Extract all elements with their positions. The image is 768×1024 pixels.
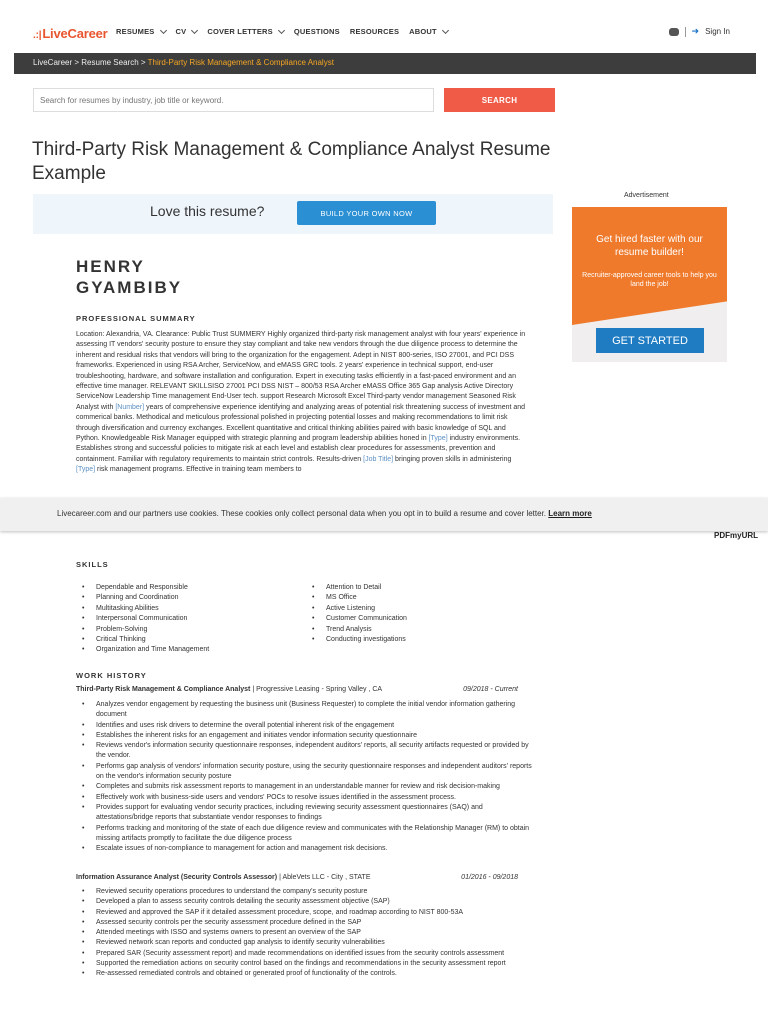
search-button[interactable]: SEARCH <box>444 88 555 112</box>
build-your-own-button[interactable]: BUILD YOUR OWN NOW <box>297 201 436 225</box>
menu-resources[interactable]: RESOURCES <box>349 27 400 36</box>
job-dates: 01/2016 - 09/2018 <box>461 874 518 881</box>
pdfmyurl-watermark: PDFmyURL <box>714 531 759 540</box>
list-item: • Provides support for evaluating vendor security practices, including reviewing security assessment questionnaires (SAQ) and attestations/bridge reports that substantiate vendor responses to findings <box>76 803 536 824</box>
job-title: Third-Party Risk Management & Compliance Analyst <box>76 686 251 693</box>
sign-in-icon: ➜ <box>691 26 700 36</box>
chevron-down-icon <box>191 26 198 33</box>
menu-questions[interactable]: QUESTIONS <box>293 27 340 36</box>
job-company: | Progressive Leasing - Spring Valley , CA <box>252 686 383 693</box>
list-item: • Attended meetings with ISSO and systems owners to present an overview of the SAP <box>76 928 536 938</box>
advertisement-label: Advertisement <box>624 192 669 199</box>
breadcrumb: LiveCareer > Resume Search > Third-Party Risk Management & Compliance Analyst <box>14 53 756 74</box>
breadcrumb-resume-search[interactable]: Resume Search <box>81 58 139 67</box>
love-resume-banner <box>33 194 553 234</box>
top-navigation <box>0 0 768 53</box>
cookie-text: Livecareer.com and our partners use cookies. These cookies only collect personal data when you opt in to build a resume and cover letter. <box>57 509 547 518</box>
list-item: • Customer Communication <box>306 614 407 624</box>
list-item: • Developed a plan to assess security controls detailing the security assessment objective (SAP) <box>76 897 536 907</box>
list-item: • Reviewed security operations procedures to understand the company's security posture <box>76 887 536 897</box>
ad-headline: Get hired faster with our resume builder! <box>596 234 703 258</box>
list-item: • Re-assessed remediated controls and obtained or generated proof of functionality of the controls. <box>76 969 536 979</box>
list-item: • Active Listening <box>306 604 407 614</box>
chat-icon[interactable] <box>669 28 679 36</box>
job-1-bullets <box>76 700 536 854</box>
list-item: • Planning and Coordination <box>76 593 306 603</box>
list-item: • MS Office <box>306 593 407 603</box>
job-dates: 09/2018 - Current <box>463 686 518 693</box>
summary-heading: PROFESSIONAL SUMMARY <box>76 314 196 323</box>
menu-about[interactable]: ABOUT <box>409 27 448 36</box>
list-item: • Conducting investigations <box>306 635 407 645</box>
menu-cv[interactable]: CV <box>176 27 198 36</box>
list-item: • Attention to Detail <box>306 583 407 593</box>
list-item: • Critical Thinking <box>76 635 306 645</box>
sign-in-link[interactable]: Sign In <box>705 27 730 36</box>
list-item: • Reviewed network scan reports and conducted gap analysis to identify security vulnerabilities <box>76 938 536 948</box>
get-started-button[interactable]: GET STARTED <box>596 328 704 353</box>
list-item: • Analyzes vendor engagement by requesting the business unit (Business Requester) to complete the initial vendor information gathering document <box>76 700 536 721</box>
skills-list <box>76 583 536 656</box>
list-item: • Trend Analysis <box>306 625 407 635</box>
love-resume-text: Love this resume? <box>150 203 265 219</box>
breadcrumb-livecareer[interactable]: LiveCareer <box>33 58 73 67</box>
main-menu <box>116 27 448 36</box>
learn-more-link[interactable]: Learn more <box>548 509 592 518</box>
list-item: • Reviewed and approved the SAP if it detailed assessment procedure, scope, and roadmap according to NIST 800-53A <box>76 908 536 918</box>
list-item: • Dependable and Responsible <box>76 583 306 593</box>
job-2-header <box>76 874 536 881</box>
cookie-banner <box>0 498 768 531</box>
chevron-down-icon <box>278 26 285 33</box>
livecareer-logo[interactable]: .:|LiveCareer <box>33 26 108 41</box>
job-title: Information Assurance Analyst (Security Controls Assessor) <box>76 874 278 881</box>
ad-subtext: Recruiter-approved career tools to help you land the job! <box>582 272 717 288</box>
menu-cover-letters[interactable]: COVER LETTERS <box>207 27 284 36</box>
menu-resumes[interactable]: RESUMES <box>116 27 166 36</box>
list-item: • Reviews vendor's information security questionnaire responses, independent auditors' reports, all security artifacts requested or provided by the vendor. <box>76 741 536 762</box>
resume-document <box>33 234 553 1024</box>
list-item: • Escalate issues of non-compliance to management for action and management risk decisions. <box>76 844 536 854</box>
chevron-down-icon <box>442 26 449 33</box>
job-company: | AbleVets LLC - City , STATE <box>279 874 371 881</box>
list-item: • Problem-Solving <box>76 625 306 635</box>
list-item: • Assessed security controls per the security assessment procedure defined in the SAP <box>76 918 536 928</box>
breadcrumb-current: Third-Party Risk Management & Compliance Analyst <box>147 58 334 67</box>
nav-right <box>669 26 730 37</box>
divider <box>685 27 686 37</box>
job-2-bullets <box>76 887 536 980</box>
list-item: • Supported the remediation actions on security control based on the findings and recommendations in the security assessment report <box>76 959 536 969</box>
list-item: • Effectively work with business-side users and vendors' POCs to resolve issues identified in the assessment process. <box>76 793 536 803</box>
skills-column-1 <box>76 583 306 656</box>
list-item: • Organization and Time Management <box>76 645 306 655</box>
job-1-header <box>76 686 536 693</box>
resume-name: HENRY GYAMBIBY <box>76 257 183 297</box>
search-input[interactable] <box>33 88 434 112</box>
list-item: • Establishes the inherent risks for an engagement and initiates vendor information security questionnaire <box>76 731 536 741</box>
list-item: • Performs gap analysis of vendors' information security posture, using the security questionnaire responses and independent auditors' reports on the vendor's information security posture <box>76 762 536 783</box>
skills-heading: SKILLS <box>76 560 109 569</box>
list-item: • Identifies and uses risk drivers to determine the overall potential inherent risk of the engagement <box>76 721 536 731</box>
page-title: Third-Party Risk Management & Compliance Analyst Resume Example <box>32 139 551 184</box>
advertisement-banner[interactable] <box>572 207 727 362</box>
work-history-heading: WORK HISTORY <box>76 671 147 680</box>
professional-summary: Location: Alexandria, VA. Clearance: Public Trust SUMMERY Highly organized third-party risk management analyst with four years' experience in assessing IT vendors' security posture to ensure they stay compliant and take new vendors through the due diligence process to determine the inherent and residual risks that vendors will bring to the organization for the engagement. Adept in NIST 800-series, ISO 27001, and PCI DSS frameworks. Experienced in using RSA Archer, ServiceNow, and eMASS GRC tools. 2 years' experience in technical support, end-user troubleshooting, hardware, and software installation and configuration. Expert in executing tasks efficiently in a fast-paced environment and an effective time manager. RELEVANT SKILLSISO 27001 PCI DSS NIST – 800/53 RSA Archer eMASS Office 365 Gap analysis Active Directory ServiceNow Leadership Time management End-User tech. support Research Microsoft Excel Third-party vendor management Seasoned Risk Analyst with [Number] years of comprehensive experience identifying and analyzing areas of potential risk threatening success of investment and commerical banks. Methodical and meticulous professional polished in projecting potential losses and making recommendations to limit risk through diversification and currency exchanges. Excellent quantitative and critical thinking abilities paired with basic knowledge of SQL and Python. Knowledgeable Risk Manager equipped with strategic planning and program leadership abilities honed in [Type] industry environments. Establishes strong and successful policies to mitigate risk at each level and establish clear procedures for assessments, prevention and containment. Familiar with regulatory requirements to maintain strict controls. Results-driven [Job Title] bringing proven skills in administering [Type] risk management programs. Effective in training team members to <box>76 331 526 474</box>
list-item: • Completes and submits risk assessment reports to management in an understandable manner for review and risk decision-making <box>76 782 536 792</box>
chevron-down-icon <box>159 26 166 33</box>
list-item: • Performs tracking and monitoring of the state of each due diligence review and communicates with the Relationship Manager (RM) to obtain missing artifacts promptly to facilitate the due diligence process <box>76 824 536 845</box>
list-item: • Interpersonal Communication <box>76 614 306 624</box>
ad-background <box>572 207 727 325</box>
list-item: • Multitasking Abilities <box>76 604 306 614</box>
skills-column-2 <box>306 583 407 656</box>
list-item: • Prepared SAR (Security assessment report) and made recommendations on identified issues from the security controls assessment <box>76 949 536 959</box>
